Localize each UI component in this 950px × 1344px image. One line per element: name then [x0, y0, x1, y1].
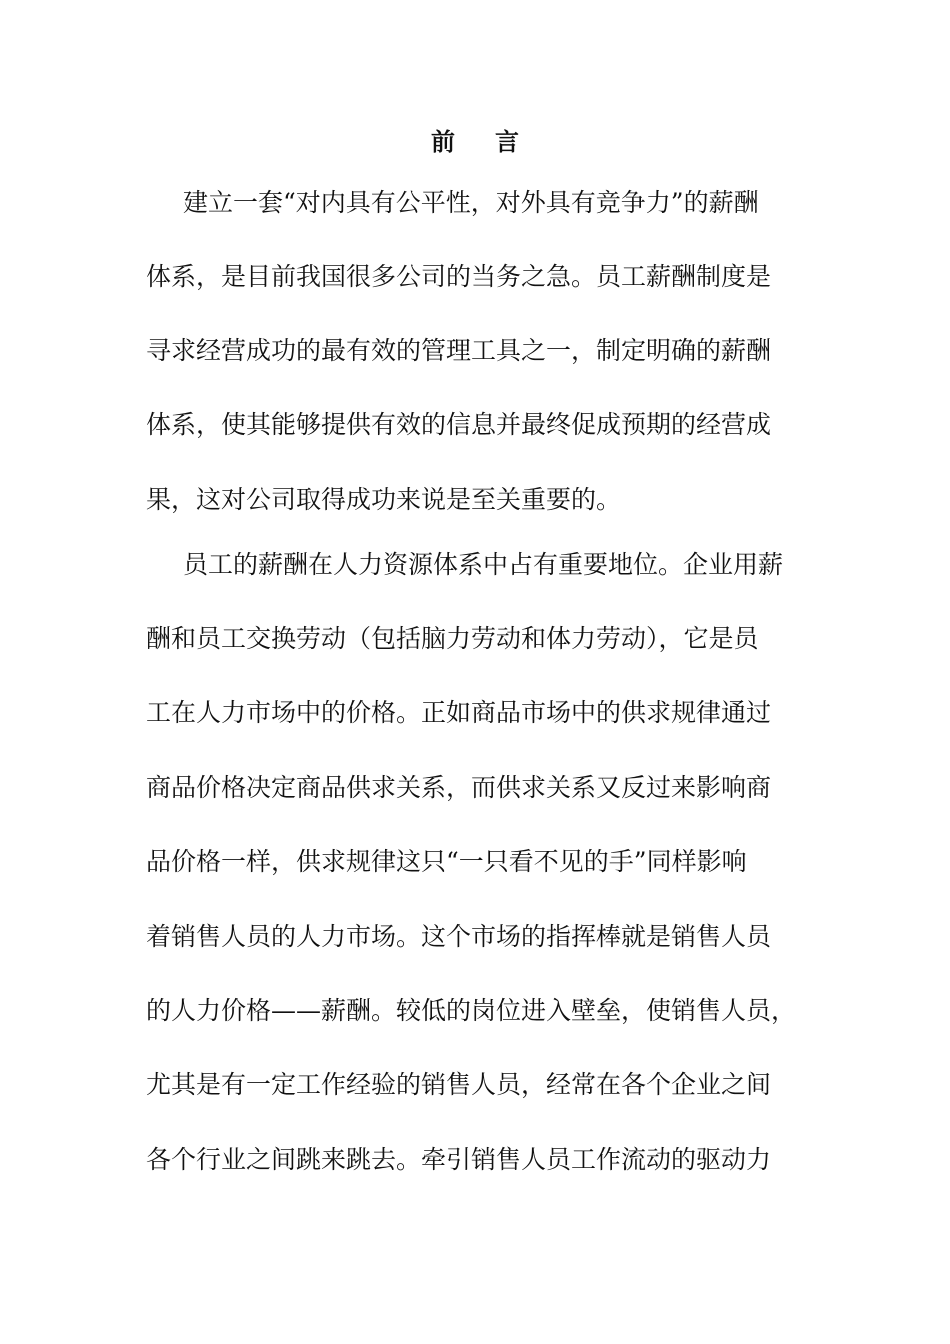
- paragraph-1-line-2: 体系，是目前我国很多公司的当务之急。员工薪酬制度是: [146, 262, 772, 291]
- paragraph-1-line-4: 体系，使其能够提供有效的信息并最终促成预期的经营成: [146, 410, 772, 439]
- paragraph-2-line-1: 员工的薪酬在人力资源体系中占有重要地位。企业用薪: [183, 550, 784, 579]
- paragraph-2-line-5: 品价格一样，供求规律这只“一只看不见的手”同样影响: [146, 847, 747, 876]
- paragraph-1-line-1: 建立一套“对内具有公平性，对外具有竞争力”的薪酬: [183, 188, 759, 217]
- page-title: [0, 122, 950, 157]
- paragraph-2-line-2: 酬和员工交换劳动（包括脑力劳动和体力劳动），它是员: [146, 624, 759, 653]
- paragraph-2-line-4: 商品价格决定商品供求关系，而供求关系又反过来影响商: [146, 773, 772, 802]
- title-char-1: 前: [431, 127, 455, 156]
- paragraph-2-line-6: 着销售人员的人力市场。这个市场的指挥棒就是销售人员: [146, 922, 772, 951]
- paragraph-2-line-7: 的人力价格——薪酬。较低的岗位进入壁垒，使销售人员，: [146, 996, 797, 1025]
- paragraph-2-line-3: 工在人力市场中的价格。正如商品市场中的供求规律通过: [146, 698, 772, 727]
- paragraph-1-line-5: 果，这对公司取得成功来说是至关重要的。: [146, 485, 622, 514]
- paragraph-2-line-9: 各个行业之间跳来跳去。牵引销售人员工作流动的驱动力: [146, 1145, 772, 1174]
- paragraph-2-line-8: 尤其是有一定工作经验的销售人员，经常在各个企业之间: [146, 1070, 772, 1099]
- paragraph-1-line-3: 寻求经营成功的最有效的管理工具之一，制定明确的薪酬: [146, 336, 772, 365]
- title-char-2: 言: [495, 127, 519, 156]
